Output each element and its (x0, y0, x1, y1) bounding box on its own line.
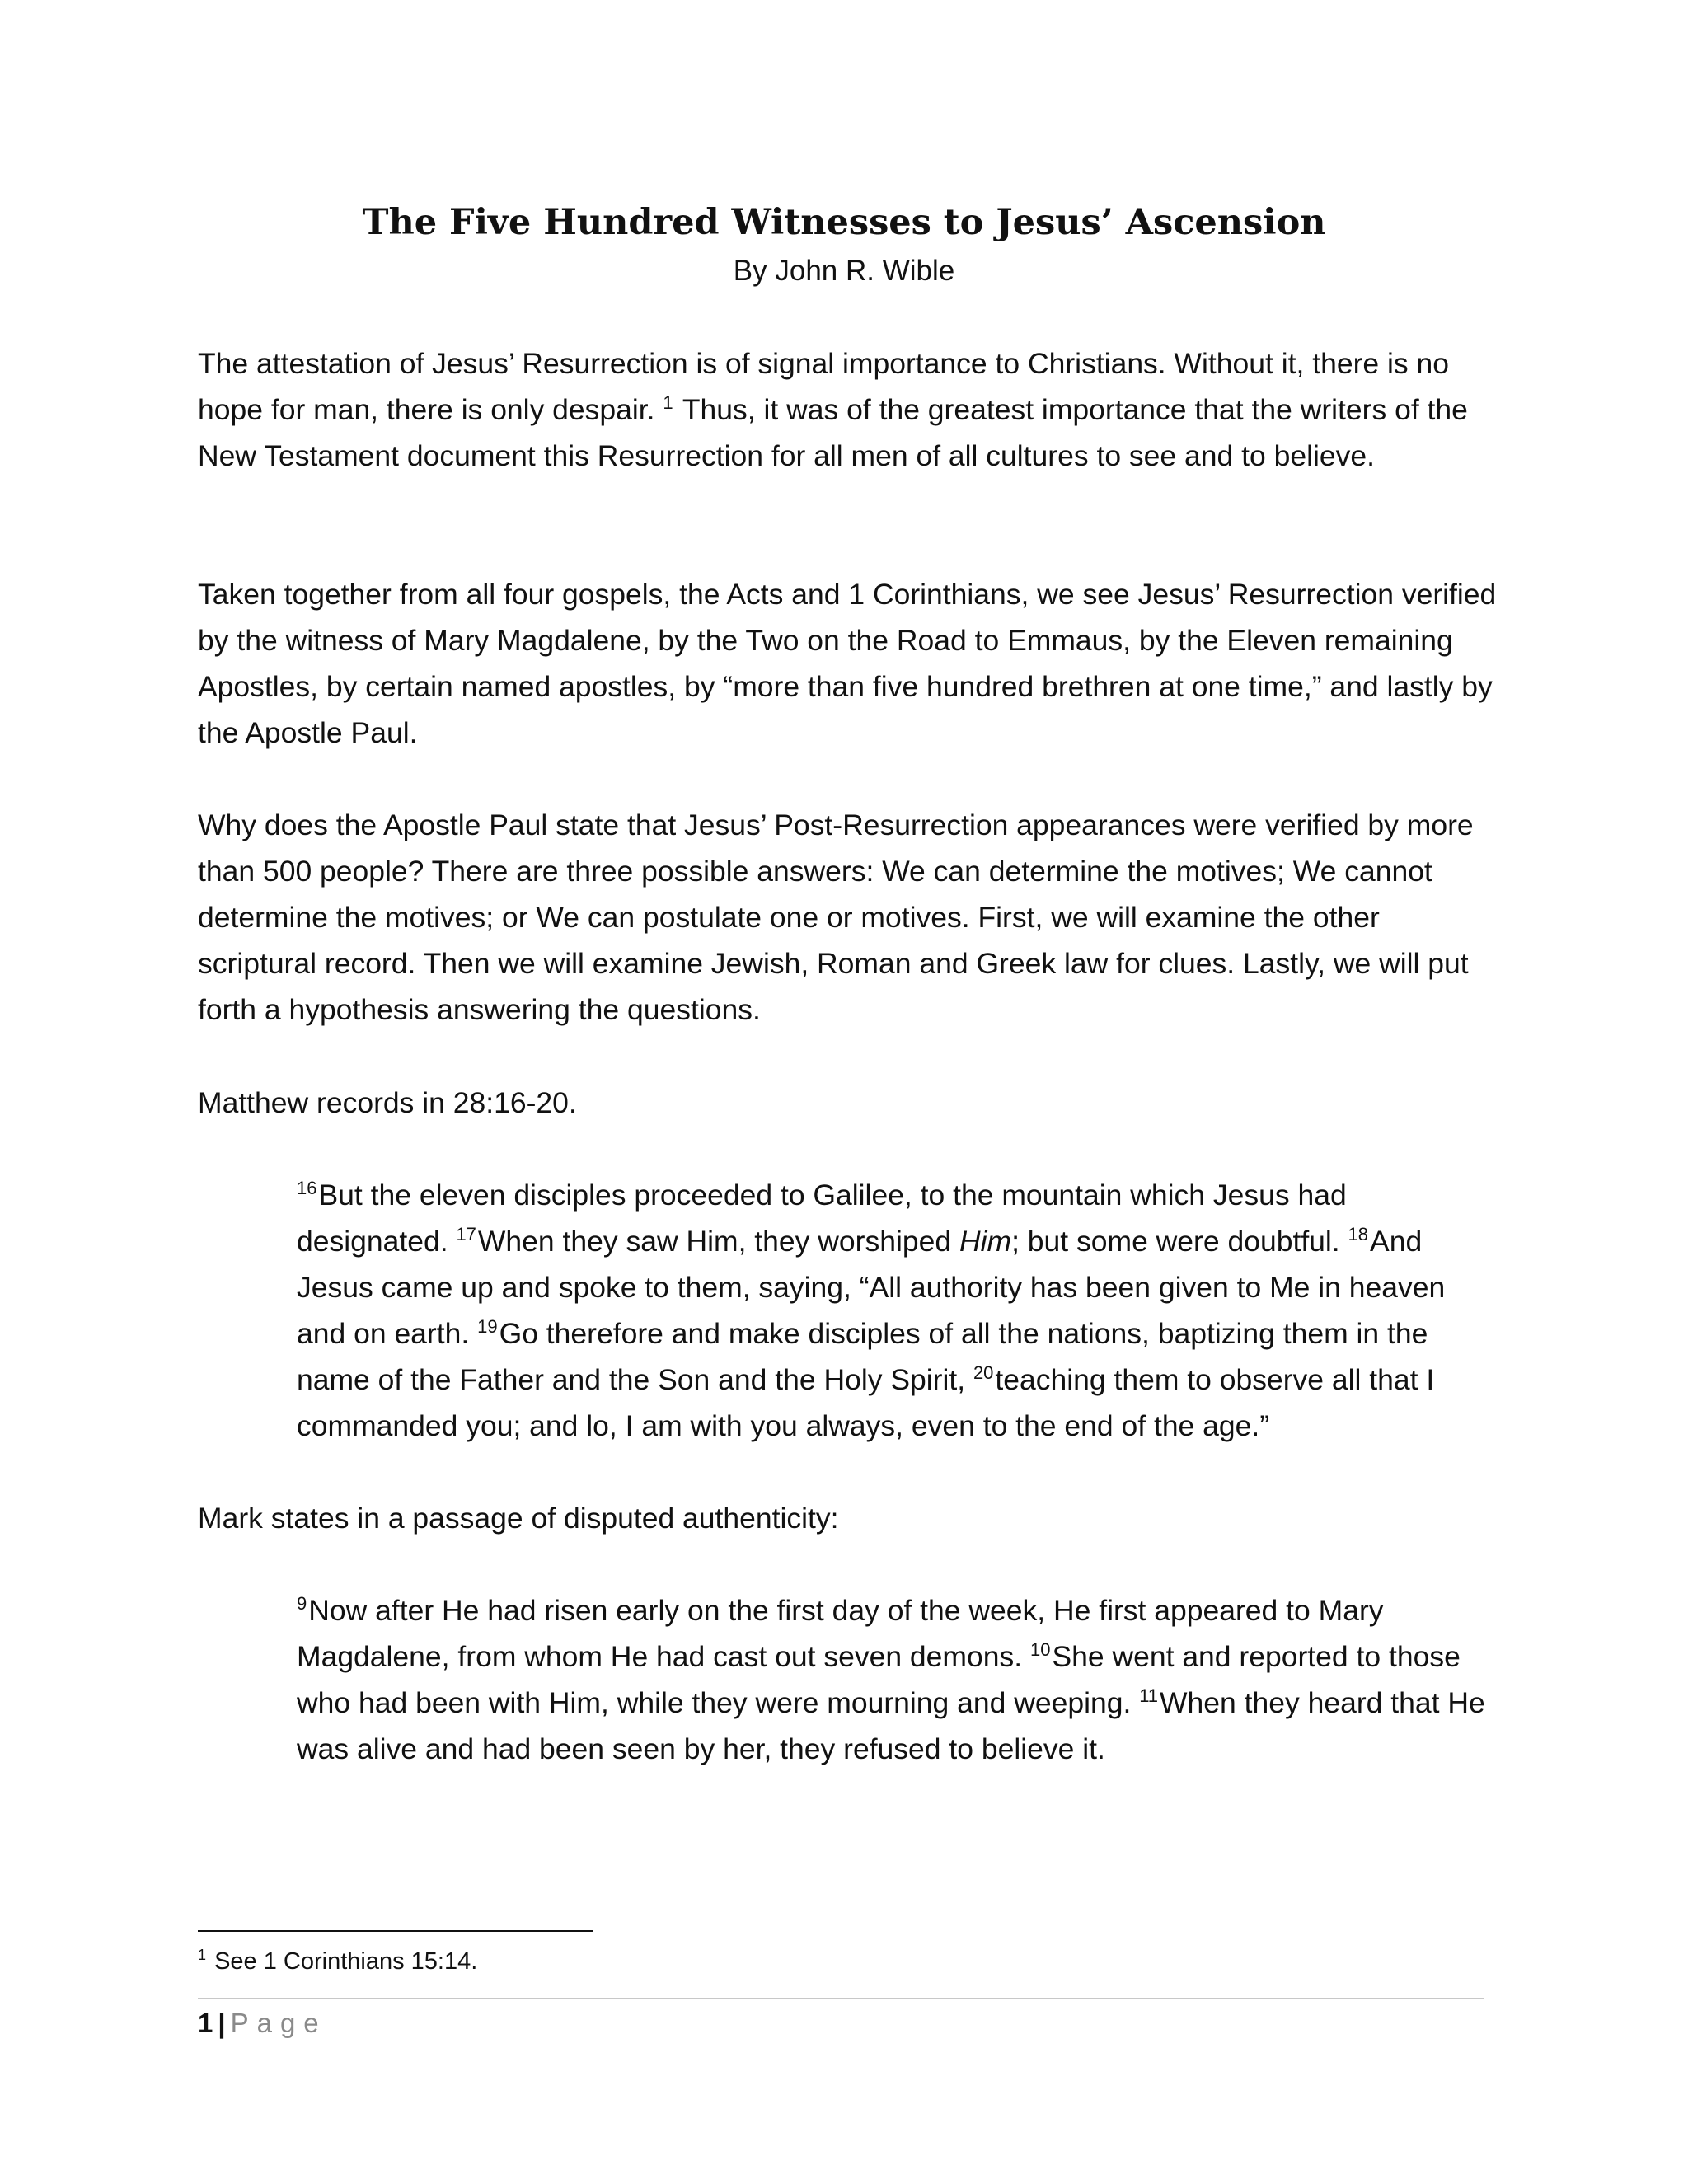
paragraph-matthew-intro: Matthew records in 28:16-20. (198, 1086, 577, 1119)
page-footer (198, 2003, 327, 2044)
paragraph-text: Thus, it was of the greatest importance that the writers of the New Testament document this Resurrection for all men of all cultures to see and to believe. (198, 393, 1468, 472)
block-quote-matthew (297, 1172, 1500, 1449)
verse-number: 10 (1029, 1639, 1051, 1661)
footnote-number: 1 (198, 1947, 207, 1964)
verse-emphasis: Him (959, 1225, 1012, 1258)
footer-divider (198, 1998, 1484, 1999)
footnote-text: See 1 Corinthians 15:14. (208, 1948, 478, 1975)
footer-separator: | (218, 2008, 226, 2038)
verse-number: 18 (1348, 1224, 1369, 1245)
verse-text: teaching them to observe all that I commanded you; and lo, I am with you always, even to the end of the age.” (297, 1363, 1435, 1442)
footnote-reference[interactable]: 1 (663, 392, 673, 414)
verse-text: Now after He had risen early on the first day of the week, He first appeared to Mary Magdalene, from whom He had cast out seven demons. (297, 1594, 1384, 1673)
document-title: The Five Hundred Witnesses to Jesus’ Ascension (362, 202, 1326, 243)
footnote-separator (198, 1930, 593, 1932)
verse-number: 11 (1139, 1685, 1159, 1707)
footnote (198, 1945, 477, 1978)
verse-number: 16 (297, 1178, 317, 1199)
paragraph-intro (198, 340, 1500, 479)
verse-number: 20 (973, 1362, 994, 1384)
verse-number: 9 (297, 1593, 307, 1615)
verse-text: And Jesus came up and spoke to them, saying, “All authority has been given to Me in heaven and on earth. (297, 1225, 1446, 1350)
verse-number: 19 (477, 1316, 498, 1338)
verse-text: She went and reported to those who had been with Him, while they were mourning and weeping. (297, 1640, 1461, 1719)
page-label: Page (230, 2008, 327, 2038)
paragraph-mark-intro: Mark states in a passage of disputed authenticity: (198, 1502, 839, 1535)
verse-text: When they heard that He was alive and had been seen by her, they refused to believe it. (297, 1686, 1485, 1765)
verse-number: 17 (456, 1224, 476, 1245)
verse-text: ; but some were doubtful. (1011, 1225, 1348, 1258)
block-quote-mark (297, 1587, 1500, 1772)
paragraph-text: The attestation of Jesus’ Resurrection is of signal importance to Christians. Without it, there is no hope for man, there is only despair. (198, 347, 1449, 426)
document-byline: By John R. Wible (733, 255, 955, 287)
verse-text: When they saw Him, they worshiped (477, 1225, 959, 1258)
verse-text: But the eleven disciples proceeded to Galilee, to the mountain which Jesus had designated. (297, 1179, 1347, 1258)
paragraph-question: Why does the Apostle Paul state that Jesus’ Post-Resurrection appearances were verified by more than 500 people? There are three possible answers: We can determine the motives; We cannot determine the motives; or We can postulate one or motives. First, we will examine the other scriptural record. Then we will examine Jewish, Roman and Greek law for clues. Lastly, we will put forth a hypothesis answering the questions. (198, 808, 1474, 1026)
verse-text: Go therefore and make disciples of all the nations, baptizing them in the name of the Father and the Son and the Holy Spirit, (297, 1317, 1428, 1396)
page-number: 1 (198, 2008, 213, 2038)
paragraph-witnesses: Taken together from all four gospels, the Acts and 1 Corinthians, we see Jesus’ Resurrection verified by the witness of Mary Magdalene, by the Two on the Road to Emmaus, by the Eleven remaining Apostles, by certain named apostles, by “more than five hundred brethren at one time,” and lastly by the Apostle Paul. (198, 578, 1497, 749)
